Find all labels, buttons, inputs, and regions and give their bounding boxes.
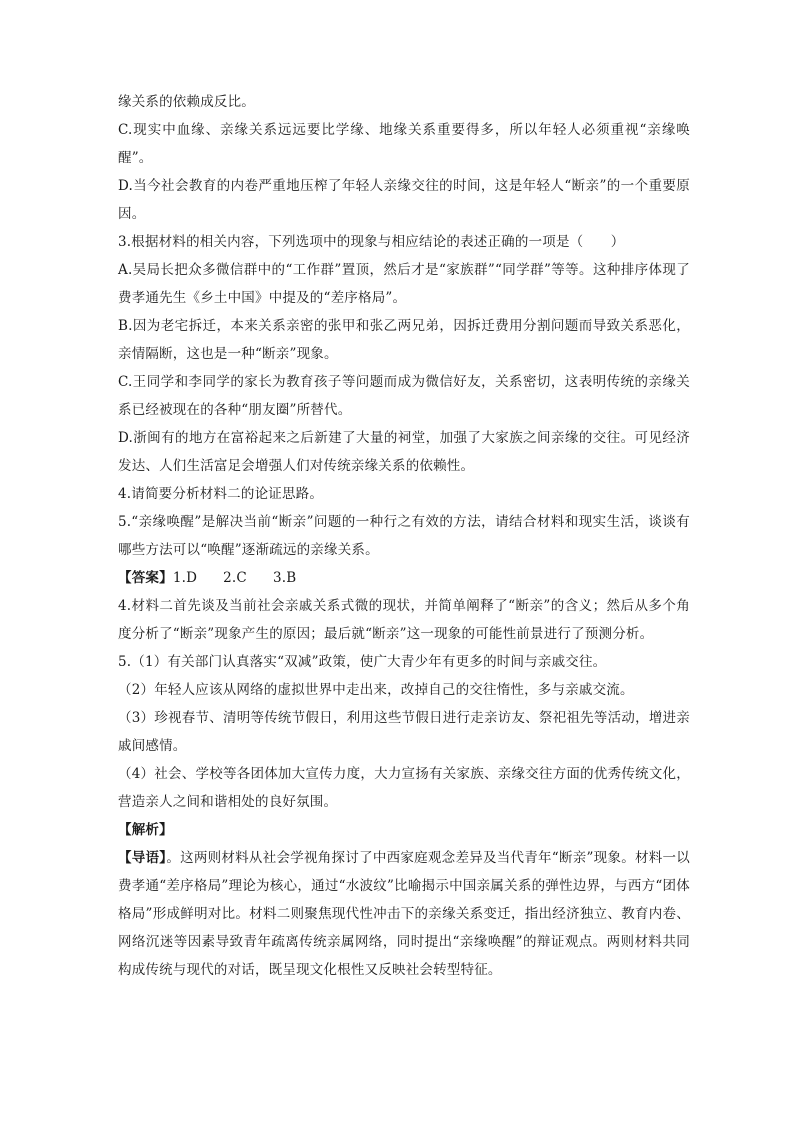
answer-5-2: （2）年轻人应该从网络的虚拟世界中走出来，改掉自己的交往惰性，多与亲戚交流。 [118,682,634,698]
analysis-intro [118,844,690,984]
question-3-option-b: B.因为老宅拆迁，本来关系亲密的张甲和张乙两兄弟，因拆迁费用分割问题而导致关系恶化，亲情隔断，这也是一种“断亲”现象。 [118,318,690,362]
answer-5-4: （4）社会、学校等各团体加大宣传力度，大力宣扬有关家族、亲缘交往方面的优秀传统文化，营造亲人之间和谐相处的良好氛围。 [118,766,690,810]
question-5: 5.“亲缘唤醒”是解决当前“断亲”问题的一种行之有效的方法，请结合材料和现实生活，谈谈有哪些方法可以“唤醒”逐渐疏远的亲缘关系。 [118,514,690,558]
answer-4: 4.材料二首先谈及当前社会亲戚关系式微的现状，并简单阐释了“断亲”的含义；然后从多个角度分析了“断亲”现象产生的原因；最后就“断亲”这一现象的可能性前景进行了预测分析。 [118,598,690,642]
analysis-label: 【解析】 [118,822,173,838]
option-c: C.现实中血缘、亲缘关系远远要比学缘、地缘关系重要得多，所以年轻人必须重视“亲缘唤醒”。 [118,122,690,166]
answer-item-2: 2.C [223,570,247,586]
question-3-option-d: D.浙闽有的地方在富裕起来之后新建了大量的祠堂，加强了大家族之间亲缘的交往。可见经济发达、人们生活富足会增强人们对传统亲缘关系的依赖性。 [118,430,690,474]
question-3-option-a: A.吴局长把众多微信群中的“工作群”置顶，然后才是“家族群”“同学群”等等。这种排序体现了费孝通先生《乡土中国》中提及的“差序格局”。 [118,262,690,306]
option-d: D.当今社会教育的内卷严重地压榨了年轻人亲缘交往的时间，这是年轻人“断亲”的一个重要原因。 [118,178,690,222]
question-4: 4.请简要分析材料二的论证思路。 [118,486,324,502]
question-3: 3.根据材料的相关内容，下列选项中的现象与相应结论的表述正确的一项是（ ） [118,234,625,250]
question-3-option-c: C.王同学和李同学的家长为教育孩子等问题而成为微信好友，关系密切，这表明传统的亲缘关系已经被现在的各种“朋友圈”所替代。 [118,374,690,418]
intro-text: 。这两则材料从社会学视角探讨了中西家庭观念差异及当代青年“断亲”现象。材料一以费孝通“差序格局”理论为核心，通过“水波纹”比喻揭示中国亲属关系的弹性边界，与西方“团体格局”形成鲜明对比。材料二则聚焦现代性冲击下的亲缘关系变迁，指出经济独立、教育内卷、网络沉迷等因素导致青年疏离传统亲属网络，同时提出“亲缘唤醒”的辩证观点。两则材料共同构成传统与现代的对话，既呈现文化根性又反映社会转型特征。 [118,850,690,978]
answer-line [118,564,690,592]
document-body [118,88,690,984]
answer-item-3: 3.B [272,570,297,586]
answer-5-3: （3）珍视春节、清明等传统节假日，利用这些节假日进行走亲访友、祭祀祖先等活动，增进亲戚间感情。 [118,710,690,754]
answer-label: 【答案】 [118,570,173,586]
intro-label: 【导语】 [118,850,167,866]
answer-5-1: 5.（1）有关部门认真落实“双减”政策，使广大青少年有更多的时间与亲戚交往。 [118,654,607,670]
answer-item-1: 1.D [172,570,198,586]
option-b-continuation: 缘关系的依赖成反比。 [118,94,255,110]
